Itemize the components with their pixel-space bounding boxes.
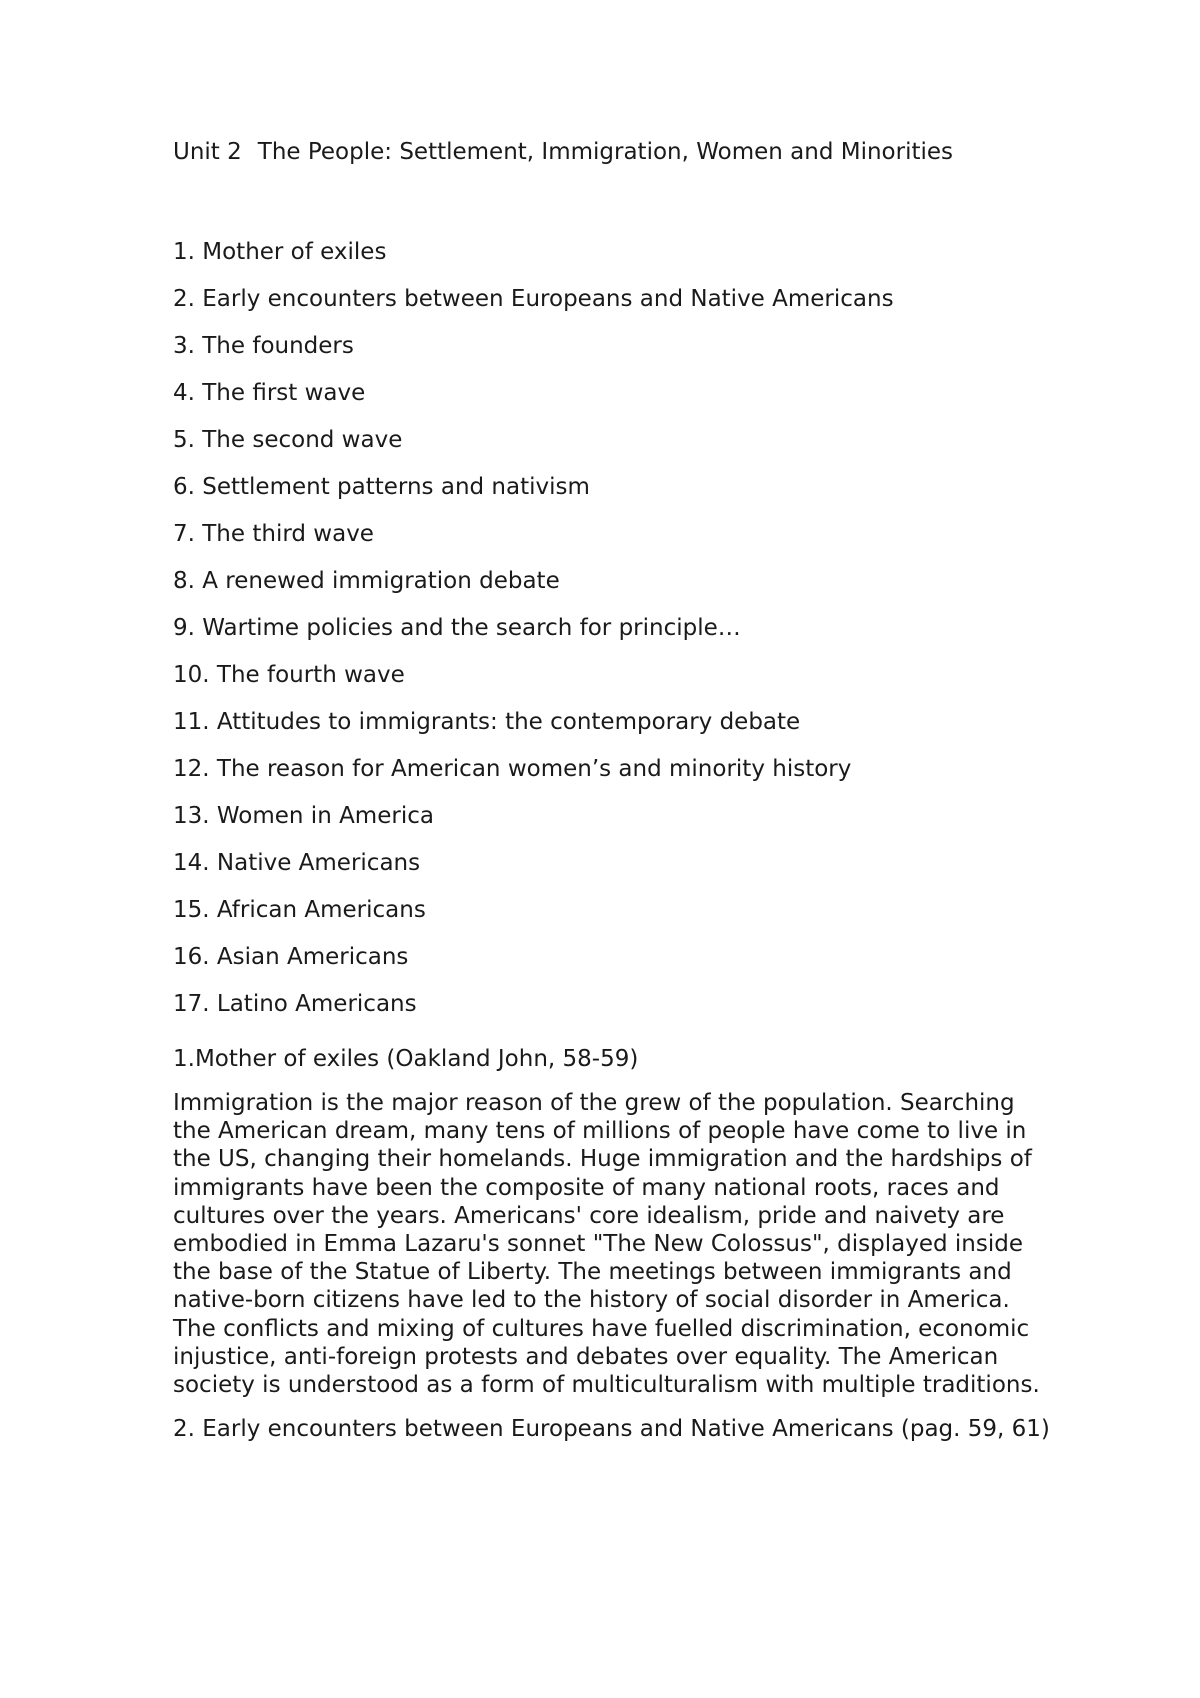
document-title [173,138,1053,166]
toc-item: 10. The fourth wave [173,662,405,688]
toc-item: 13. Women in America [173,803,434,829]
unit-title: The People: Settlement, Immigration, Women and Minorities [257,139,953,165]
toc-item: 12. The reason for American women’s and minority history [173,756,852,782]
unit-label: Unit 2 [173,139,242,165]
toc-item: 6. Settlement patterns and nativism [173,474,590,500]
toc-item: 5. The second wave [173,427,403,453]
toc-item: 8. A renewed immigration debate [173,568,560,594]
section-heading-mother-of-exiles: 1.Mother of exiles (Oakland John, 58-59) [173,1046,639,1072]
toc-item: 17. Latino Americans [173,991,417,1017]
toc-item: 15. African Americans [173,897,426,923]
toc-item: 16. Asian Americans [173,944,409,970]
toc-item: 7. The third wave [173,521,374,547]
toc-item: 4. The first wave [173,380,366,406]
table-of-contents [173,238,1053,1018]
section-heading-early-encounters: 2. Early encounters between Europeans and Native Americans (pag. 59, 61) [173,1416,1050,1443]
toc-item: 14. Native Americans [173,850,421,876]
toc-item: 11. Attitudes to immigrants: the contemporary debate [173,709,801,735]
toc-item: 3. The founders [173,333,354,359]
document-page [173,138,1053,1444]
toc-item: 1. Mother of exiles [173,239,387,265]
toc-item: 2. Early encounters between Europeans and Native Americans [173,286,894,312]
toc-item: 9. Wartime policies and the search for principle… [173,615,741,641]
section-paragraph: Immigration is the major reason of the grew of the population. Searching the American dream, many tens of millions of people have come to live in the US, changing their homelands. Huge immigration and the hardships of immigrants have been the composite of many national roots, races and cultures over the years. Americans' core idealism, pride and naivety are embodied in Emma Lazaru's sonnet "The New Colossus", displayed inside the base of the Statue of Liberty. The meetings between immigrants and native-born citizens have led to the history of social disorder in America. The conflicts and mixing of cultures have fuelled discrimination, economic injustice, anti-foreign protests and debates over equality. The American society is understood as a form of multiculturalism with multiple traditions. [173,1090,1040,1399]
